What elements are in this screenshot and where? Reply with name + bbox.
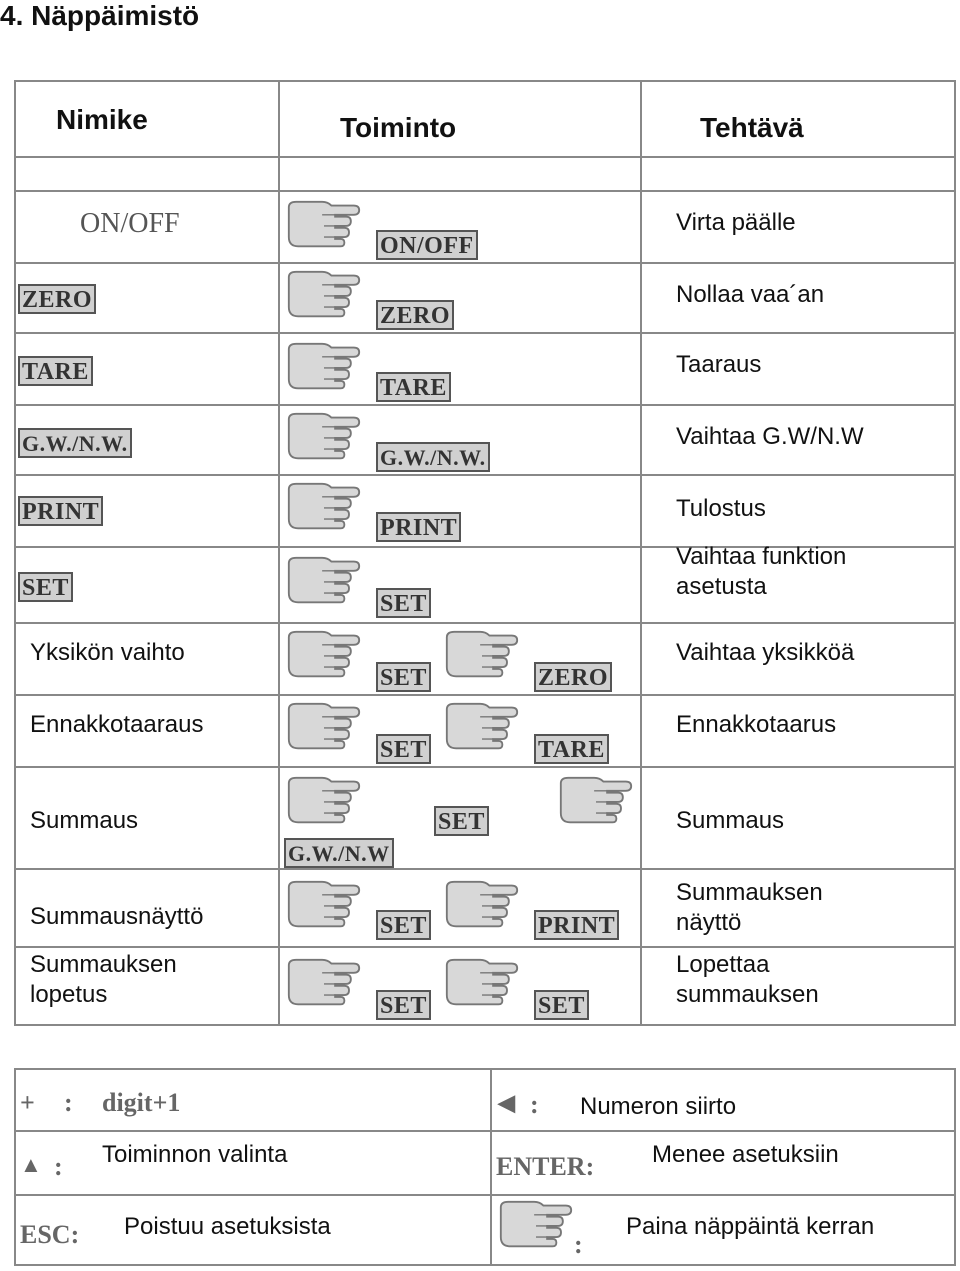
name-print: PRINT — [18, 496, 103, 526]
key-set: SET — [434, 806, 489, 836]
header-name: Nimike — [56, 104, 148, 135]
name-tare: TARE — [18, 356, 93, 386]
task-set-line1: Vaihtaa funktion — [676, 543, 847, 570]
name-gwnw: G.W./N.W. — [18, 428, 132, 458]
table-divider — [14, 694, 956, 696]
task-unit-change: Vaihtaa yksikköä — [676, 639, 855, 666]
key-tare: TARE — [376, 372, 451, 402]
key-set: SET — [376, 734, 431, 764]
key-set: SET — [376, 588, 431, 618]
task-zero: Nollaa vaa´an — [676, 281, 825, 308]
plus-desc: digit+1 — [102, 1088, 181, 1117]
header-action: Toiminto — [340, 112, 457, 143]
table-divider — [14, 332, 956, 334]
task-tare: Taaraus — [676, 351, 762, 378]
press-hand-icon — [442, 880, 522, 930]
key-set: SET — [376, 910, 431, 940]
task-print: Tulostus — [676, 495, 766, 522]
name-sum-display: Summausnäyttö — [30, 903, 204, 930]
press-hand-icon — [284, 270, 364, 320]
task-sum-end-line2: summauksen — [676, 981, 819, 1008]
legend-colon: : — [54, 1152, 63, 1181]
key-gwnw: G.W./N.W. — [376, 442, 490, 472]
enter-key-label: ENTER: — [496, 1152, 595, 1181]
key-onoff: ON/OFF — [376, 230, 478, 260]
name-unit-change: Yksikön vaihto — [30, 639, 185, 666]
press-hand-icon — [556, 776, 636, 826]
task-sum-display-line2: näyttö — [676, 909, 742, 936]
key-zero: ZERO — [534, 662, 612, 692]
press-hand-icon — [284, 342, 364, 392]
legend-colon: : — [574, 1230, 583, 1259]
table-divider — [14, 868, 956, 870]
press-hand-icon — [284, 556, 364, 606]
press-hand-icon — [284, 958, 364, 1008]
key-zero: ZERO — [376, 300, 454, 330]
up-arrow-icon: ▲ — [20, 1152, 42, 1177]
legend-colon: : — [530, 1090, 539, 1119]
press-hand-icon — [284, 880, 364, 930]
task-pretare: Ennakkotaarus — [676, 711, 837, 738]
left-desc: Numeron siirto — [580, 1093, 737, 1120]
header-task: Tehtävä — [700, 112, 804, 143]
legend-divider — [14, 1194, 956, 1196]
press-hand-icon — [442, 702, 522, 752]
esc-desc: Poistuu asetuksista — [124, 1213, 331, 1240]
name-sum-end-line2: lopetus — [30, 981, 108, 1008]
key-gwnw: G.W./N.W — [284, 838, 394, 868]
table-divider — [640, 80, 642, 1026]
key-set: SET — [376, 990, 431, 1020]
task-gwnw: Vaihtaa G.W/N.W — [676, 423, 864, 450]
press-hand-icon — [496, 1200, 576, 1250]
enter-desc: Menee asetuksiin — [652, 1141, 839, 1168]
task-sum-display-line1: Summauksen — [676, 879, 823, 906]
name-onoff: ON/OFF — [80, 208, 180, 239]
esc-key-label: ESC: — [20, 1220, 80, 1249]
plus-key-icon: + — [20, 1088, 35, 1117]
table-divider — [14, 474, 956, 476]
key-tare: TARE — [534, 734, 609, 764]
press-hand-icon — [284, 412, 364, 462]
table-divider — [14, 404, 956, 406]
up-desc: Toiminnon valinta — [102, 1141, 288, 1168]
table-divider — [14, 766, 956, 768]
name-sum: Summaus — [30, 807, 139, 834]
key-set: SET — [534, 990, 589, 1020]
press-hand-icon — [284, 482, 364, 532]
legend-divider — [490, 1068, 492, 1266]
page-heading: 4. Näppäimistö — [0, 0, 200, 31]
name-set: SET — [18, 572, 73, 602]
legend-colon: : — [64, 1088, 73, 1117]
left-arrow-icon: ◀ — [498, 1090, 515, 1115]
table-divider — [14, 262, 956, 264]
key-print: PRINT — [534, 910, 619, 940]
table-divider — [278, 80, 280, 1026]
press-hand-icon — [284, 702, 364, 752]
name-sum-end-line1: Summauksen — [30, 951, 177, 978]
press-hand-icon — [284, 200, 364, 250]
table-divider — [14, 190, 956, 192]
press-hand-icon — [284, 630, 364, 680]
press-hand-icon — [442, 630, 522, 680]
press-hand-icon — [442, 958, 522, 1008]
task-sum: Summaus — [676, 807, 785, 834]
press-desc: Paina näppäintä kerran — [626, 1213, 875, 1240]
table-divider — [14, 622, 956, 624]
press-hand-icon — [284, 776, 364, 826]
legend-divider — [14, 1130, 956, 1132]
task-sum-end-line1: Lopettaa — [676, 951, 770, 978]
name-pretare: Ennakkotaaraus — [30, 711, 204, 738]
key-set: SET — [376, 662, 431, 692]
table-divider — [14, 946, 956, 948]
task-onoff: Virta päälle — [676, 209, 796, 236]
task-set-line2: asetusta — [676, 573, 767, 600]
table-divider — [14, 156, 956, 158]
name-zero: ZERO — [18, 284, 96, 314]
key-print: PRINT — [376, 512, 461, 542]
